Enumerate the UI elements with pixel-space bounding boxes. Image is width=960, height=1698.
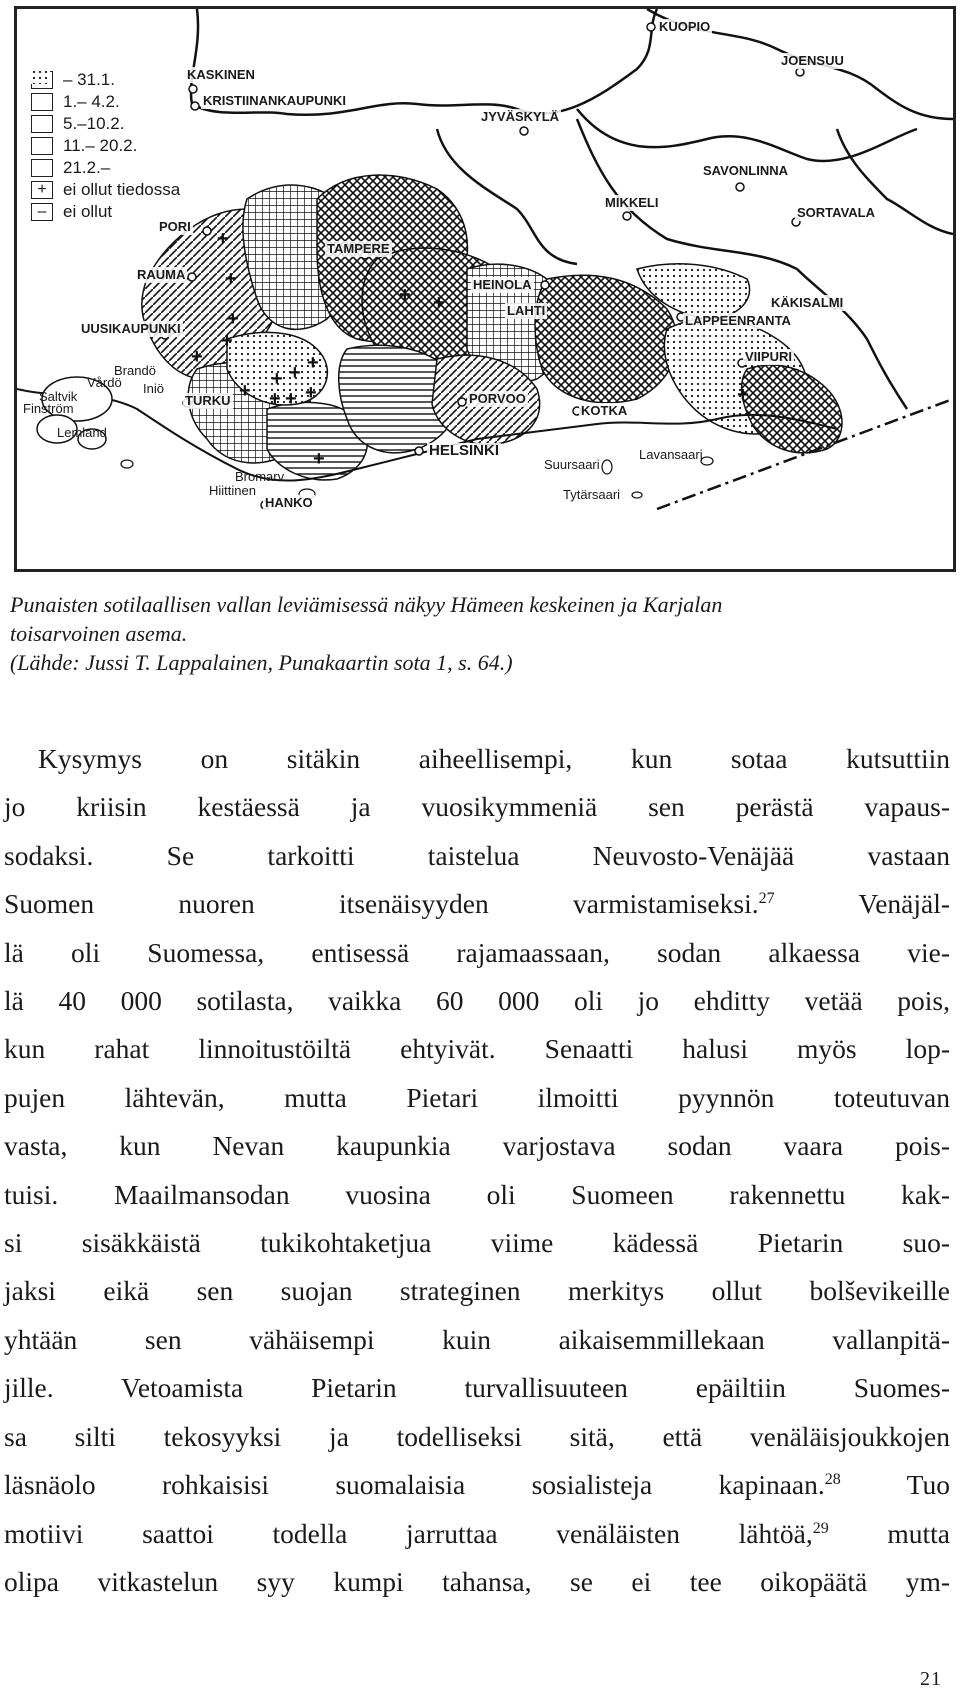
dots-swatch-icon: [31, 159, 53, 177]
place-sortavala: SORTAVALA: [797, 205, 875, 220]
svg-text:+: +: [221, 330, 233, 352]
place-heinola: HEINOLA: [473, 277, 532, 292]
place-savonlinna: SAVONLINNA: [703, 163, 788, 178]
svg-text:+: +: [313, 448, 325, 470]
svg-text:+: +: [225, 268, 237, 290]
body-text-fragment: Venäjäl-: [774, 888, 950, 920]
place-tampere: TAMPERE: [327, 241, 390, 256]
legend-label: ei ollut tiedossa: [63, 180, 181, 199]
place-brando: Brandö: [114, 363, 156, 378]
body-text-fragment: motiivi saattoi todella jarruttaa venäläisten lähtöä,: [4, 1517, 813, 1549]
place-kristiinankaupunki: KRISTIINANKAUPUNKI: [203, 93, 346, 108]
body-paragraph: [4, 735, 950, 1606]
body-line: jaksi eikä sen suojan strateginen merkitys ollut bolševikeille: [4, 1275, 950, 1307]
page-number: 21: [920, 1668, 942, 1690]
map-figure: [14, 6, 956, 572]
body-text-fragment: Tuo: [840, 1469, 950, 1501]
legend-row-crosshatch: [31, 69, 180, 91]
place-hanko: HANKO: [265, 495, 313, 510]
legend-label: 5.–10.2.: [63, 114, 125, 133]
body-line: sodaksi. Se tarkoitti taistelua Neuvosto-Venäjää vastaan: [4, 839, 950, 871]
svg-text:+: +: [737, 384, 749, 406]
footnote-ref-29[interactable]: 29: [812, 1519, 829, 1537]
place-finstrom: Finström: [23, 401, 74, 416]
legend-label: 1.– 4.2.: [63, 92, 120, 111]
svg-text:+: +: [239, 380, 251, 402]
svg-text:+: +: [399, 284, 411, 306]
place-joensuu: JOENSUU: [781, 53, 844, 68]
grid-swatch-icon: [31, 93, 53, 111]
place-mikkeli: MIKKELI: [605, 195, 659, 210]
place-kaskinen: KASKINEN: [187, 67, 255, 82]
body-line: sa silti tekosyyksi ja todelliseksi sitä, että venäläisjoukkojen: [4, 1420, 950, 1452]
legend-label: 21.2.–: [63, 158, 111, 177]
legend-row-grid: [31, 91, 180, 113]
body-line: si sisäkkäistä tukikohtaketjua viime kädessä Pietarin suo-: [4, 1227, 950, 1259]
body-line: kun rahat linnoitustöiltä ehtyivät. Senaatti halusi myös lop-: [4, 1033, 950, 1065]
horizontal-swatch-icon: [31, 137, 53, 155]
diagonal-swatch-icon: [31, 115, 53, 133]
body-line: jo kriisin kestäessä ja vuosikymmeniä sen perästä vapaus-: [4, 791, 950, 823]
figure-caption: [10, 590, 950, 677]
place-kuopio: KUOPIO: [659, 19, 711, 34]
place-pori: PORI: [159, 219, 191, 234]
footnote-ref-27[interactable]: 27: [758, 890, 775, 908]
svg-text:+: +: [285, 388, 297, 410]
place-kotka: KOTKA: [581, 403, 628, 418]
body-line: olipa vitkastelun syy kumpi tahansa, se ei tee oikopäätä ym-: [4, 1565, 950, 1597]
place-viipuri: VIIPURI: [745, 349, 792, 364]
svg-text:+: +: [227, 308, 239, 330]
body-line: jille. Vetoamista Pietarin turvallisuuteen epäiltiin Suomes-: [4, 1372, 950, 1404]
place-saltvik: Saltvik: [39, 389, 78, 404]
place-rauma: RAUMA: [137, 267, 186, 282]
legend-row-dots: [31, 157, 180, 179]
body-line: Kysymys on sitäkin aiheellisempi, kun sotaa kutsuttiin: [38, 743, 950, 774]
legend-row-horizontal: [31, 135, 180, 157]
body-line: lä oli Suomessa, entisessä rajamaassaan, sodan alkaessa vie-: [4, 936, 950, 968]
svg-text:+: +: [305, 382, 317, 404]
footnote-ref-28[interactable]: 28: [824, 1470, 841, 1488]
body-line: [4, 880, 950, 928]
legend-label: ei ollut: [63, 202, 113, 221]
caption-source: (Lähde: Jussi T. Lappalainen, Punakaartin sota 1, s. 64.): [10, 650, 513, 675]
dash-swatch-icon: –: [31, 203, 53, 221]
body-text-fragment: mutta: [828, 1517, 950, 1549]
place-hiittinen: Hiittinen: [209, 483, 256, 498]
place-lavansaari: Lavansaari: [639, 447, 703, 462]
body-line: pujen lähtevän, mutta Pietari ilmoitti pyynnön toteutuvan: [4, 1081, 950, 1113]
svg-text:+: +: [307, 352, 319, 374]
legend-row-unknown: [31, 179, 180, 201]
legend-label: – 31.1.: [63, 70, 115, 89]
place-turku: TURKU: [185, 393, 231, 408]
place-lemland: Lemland: [57, 425, 107, 440]
body-line: vasta, kun Nevan kaupunkia varjostava sodan vaara pois-: [4, 1130, 950, 1162]
place-vardo: Vårdö: [87, 375, 122, 390]
body-line: yhtään sen vähäisempi kuin aikaisemmillekaan vallanpitä-: [4, 1323, 950, 1355]
svg-text:+: +: [269, 388, 281, 410]
place-lappeenranta: LAPPEENRANTA: [685, 313, 791, 328]
place-uusikaupunki: UUSIKAUPUNKI: [81, 321, 181, 336]
place-lahti: LAHTI: [507, 303, 546, 318]
body-line: [4, 1461, 950, 1509]
body-line: tuisi. Maailmansodan vuosina oli Suomeen rakennettu kak-: [4, 1178, 950, 1210]
svg-text:+: +: [191, 346, 203, 368]
legend-row-diagonal: [31, 113, 180, 135]
caption-line: Punaisten sotilaallisen vallan leviämisessä näkyy Hämeen keskeinen ja Karjalan: [10, 592, 723, 617]
plus-swatch-icon: +: [31, 181, 53, 199]
svg-text:+: +: [271, 368, 283, 390]
body-text-fragment: läsnäolo rohkaisisi suomalaisia sosialisteja kapinaan.: [4, 1469, 825, 1501]
place-kakisalmi: KÄKISALMI: [771, 295, 844, 310]
caption-line: toisarvoinen asema.: [10, 621, 188, 646]
place-jyvaskyla: JYVÄSKYLÄ: [481, 109, 560, 124]
svg-text:+: +: [289, 362, 301, 384]
legend-label: 11.– 20.2.: [63, 136, 138, 155]
body-line: [4, 1510, 950, 1558]
place-suursaari: Suursaari: [544, 457, 600, 472]
body-line: lä 40 000 sotilasta, vaikka 60 000 oli jo ehditty vetää pois,: [4, 985, 950, 1017]
place-porvoo: PORVOO: [469, 391, 526, 406]
map-legend: [31, 69, 180, 223]
place-bromarv: Bromarv: [235, 469, 285, 484]
body-text-fragment: Suomen nuoren itsenäisyyden varmistamiseksi.: [4, 888, 759, 920]
place-inio: Iniö: [143, 381, 164, 396]
place-tytarsaari: Tytärsaari: [563, 487, 621, 502]
svg-text:+: +: [433, 292, 445, 314]
place-helsinki: HELSINKI: [429, 442, 500, 459]
svg-text:+: +: [217, 228, 229, 250]
